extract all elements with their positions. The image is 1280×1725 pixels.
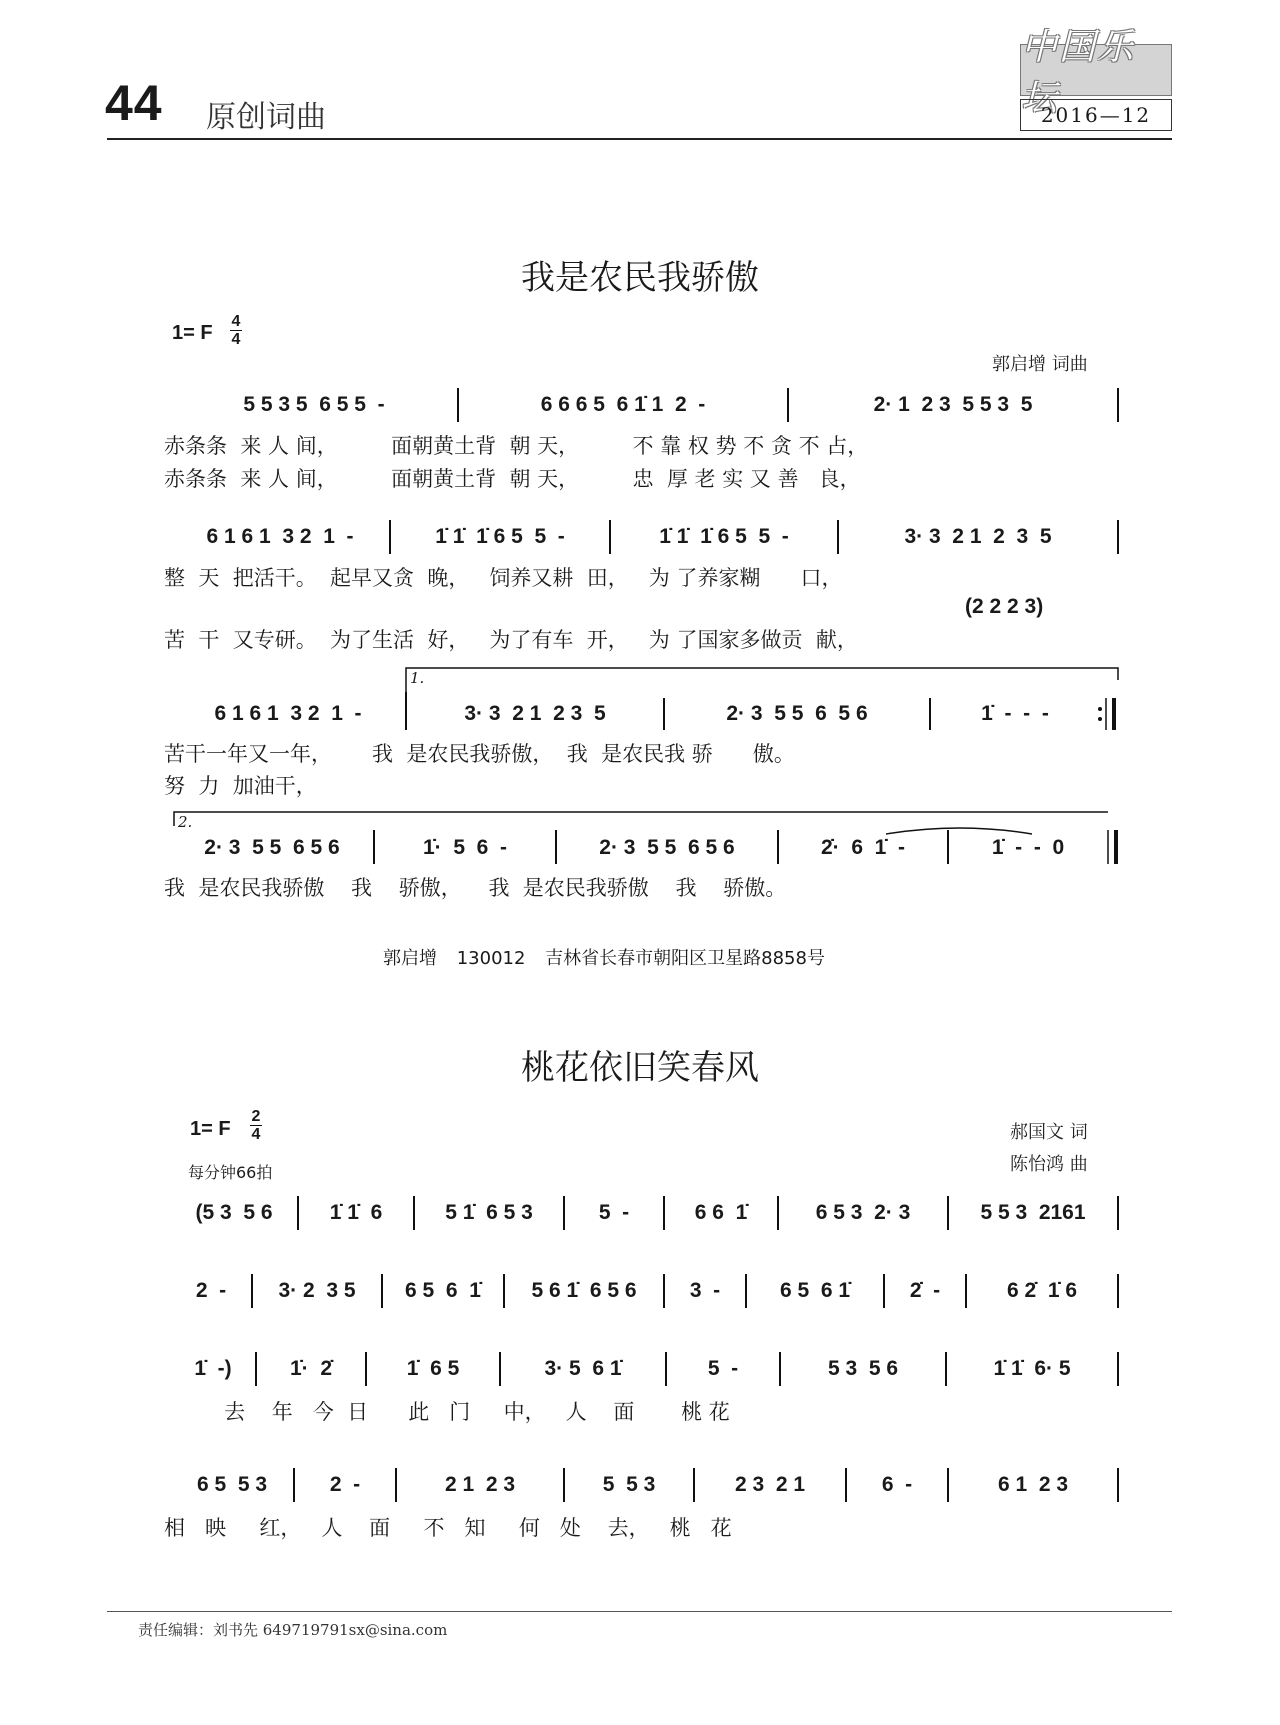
song1-s2-bar-1: 6 1 6 1 3 2 1 -	[206, 525, 354, 548]
song2-system-4	[164, 1468, 1120, 1558]
song2-meter-bottom: 4	[251, 1126, 261, 1143]
song2-s2-bar-8: 6 2̇ 1̇ 6	[1006, 1279, 1078, 1302]
song2-key: 1= F	[190, 1118, 231, 1140]
header-divider	[107, 138, 1172, 140]
song1-s3-lyric-2: 努 力 加油干，	[164, 774, 317, 798]
song2-s4-bar-3: 2 1 2 3	[444, 1473, 516, 1496]
song2-system-3-notes	[170, 1357, 1120, 1381]
song1-author-address: 郭启增 130012 吉林省长春市朝阳区卫星路8858号	[383, 948, 825, 969]
song2-s4-bar-6: 6 -	[881, 1473, 913, 1496]
song2-s4-bar-2: 2 -	[329, 1473, 361, 1496]
song2-title: 桃花依旧笑春风	[521, 1048, 759, 1088]
song1-s4-bar-3: 2· 3 5 5 6 5 6	[599, 836, 735, 859]
song2-s2-bar-6: 6 5 6 1̇	[779, 1279, 851, 1302]
song1-s3-lyric-1: 苦干一年又一年， 我 是农民我骄傲， 我 是农民我 骄 傲。	[164, 742, 795, 766]
song2-system-3	[164, 1352, 1120, 1442]
footer-divider	[107, 1611, 1172, 1612]
song1-title: 我是农民我骄傲	[521, 258, 759, 298]
song1-s4-lyric-1: 我 是农民我骄傲 我 骄傲， 我 是农民我骄傲 我 骄傲。	[164, 876, 787, 900]
song1-s1-lyric-2: 赤条条 来 人 间， 面朝黄土背 朝 天， 忠 厚 老 实 又 善 良，	[164, 467, 861, 491]
song2-s1-bar-1: (5 3 5 6	[195, 1201, 273, 1224]
song2-meter	[250, 1108, 262, 1143]
song2-system-1-notes	[170, 1201, 1120, 1225]
song1-s3-bar-3: 2· 3 5 5 6 5 6	[726, 702, 868, 725]
song1-meter-top: 4	[231, 313, 241, 330]
song2-s3-bar-6: 5 3 5 6	[827, 1357, 899, 1380]
song2-s3-bar-3: 1̇ 6 5	[406, 1357, 460, 1380]
song1-s3-bar-1: 6 1 6 1 3 2 1 -	[214, 702, 362, 725]
song1-s2-bar-4: 3· 3 2 1 2 3 5	[904, 525, 1052, 548]
song2-s2-bar-5: 3 -	[689, 1279, 721, 1302]
song2-s2-bar-7: 2̇ -	[909, 1279, 941, 1302]
section-title: 原创词曲	[206, 100, 326, 135]
song2-s1-bar-2: 1̇ 1̇ 6	[329, 1201, 383, 1224]
song2-composer: 陈怡鸿 曲	[1010, 1154, 1088, 1175]
song1-s1-bar-3: 2· 1 2 3 5 5 3 5	[873, 393, 1033, 416]
song1-system-4-notes	[170, 836, 1120, 860]
song1-meter-bottom: 4	[231, 331, 241, 348]
magazine-logo-text: 中国乐坛	[1021, 27, 1136, 119]
song1-system-3	[164, 668, 1120, 803]
song1-s4-bar-5: 1̇ - - 0	[991, 836, 1065, 859]
song2-system-4-notes	[170, 1473, 1120, 1497]
song2-s3-bar-5: 5 -	[707, 1357, 739, 1380]
song2-meter-top: 2	[251, 1108, 261, 1125]
song2-s3-bar-2: 1̇· 2̇	[289, 1357, 333, 1380]
song2-system-1	[170, 1196, 1120, 1246]
song2-s2-bar-1: 2 -	[195, 1279, 227, 1302]
song1-s1-bar-2: 6 6 6 5 6 1̇ 1 2 -	[540, 393, 706, 416]
song2-s3-lyric-1: 去 年 今 日 此 门 中， 人 面 桃 花	[164, 1400, 730, 1424]
song1-s2-lyric-1: 整 天 把活干。 起早又贪 晚， 饲养又耕 田， 为 了养家糊 口，	[164, 566, 843, 590]
song2-s3-bar-7: 1̇ 1̇ 6· 5	[993, 1357, 1071, 1380]
song1-meter	[230, 313, 242, 348]
song2-s1-bar-7: 5 5 3 2161	[980, 1201, 1086, 1224]
song1-system-1	[164, 388, 1120, 498]
song1-s3-bar-2: 3· 3 2 1 2 3 5	[464, 702, 606, 725]
song2-s2-bar-2: 3· 2 3 5	[278, 1279, 356, 1302]
song2-s1-bar-4: 5 -	[598, 1201, 630, 1224]
song2-tempo: 每分钟66拍	[188, 1163, 273, 1182]
song1-volta-1: 1.	[410, 669, 425, 687]
song2-s1-bar-6: 6 5 3 2· 3	[815, 1201, 911, 1224]
song1-system-2-notes	[170, 525, 1120, 549]
song1-s2-bar-2: 1̇ 1̇ 1̇ 6 5 5 -	[435, 525, 565, 548]
song1-s2-alt-notes: (2 2 2 3)	[965, 595, 1044, 618]
song1-key: 1= F	[172, 322, 213, 344]
song2-s4-bar-1: 6 5 5 3	[196, 1473, 268, 1496]
editor-credit: 责任编辑：刘书先 649719791sx@sina.com	[138, 1621, 448, 1639]
song2-s4-bar-7: 6 1 2 3	[997, 1473, 1069, 1496]
song1-s4-bar-1: 2· 3 5 5 6 5 6	[204, 836, 340, 859]
song2-s3-bar-4: 3· 5 6 1̇	[544, 1357, 622, 1380]
song2-s4-bar-4: 5 5 3	[602, 1473, 656, 1496]
song2-s2-bar-3: 6 5 6 1̇	[405, 1279, 481, 1302]
song1-s2-bar-3: 1̇ 1̇ 1̇ 6 5 5 -	[659, 525, 789, 548]
song1-s2-lyric-2: 苦 干 又专研。 为了生活 好， 为了有车 开， 为 了国家多做贡 献，	[164, 628, 858, 652]
song2-system-2	[170, 1274, 1120, 1324]
song2-s2-bar-4: 5 6 1̇ 6 5 6	[531, 1279, 637, 1302]
song1-system-4	[164, 812, 1120, 902]
song1-s1-bar-1: 5 5 3 5 6 5 5 -	[243, 393, 385, 416]
song1-s4-bar-2: 1̇· 5 6 -	[422, 836, 508, 859]
song2-s4-bar-5: 2 3 2 1	[734, 1473, 806, 1496]
song1-system-1-notes	[170, 393, 1120, 417]
song2-s1-bar-3: 5 1̇ 6 5 3	[445, 1201, 533, 1224]
song1-s3-bar-4: 1̇ - - -	[981, 702, 1049, 725]
issue-number: 2016—12	[1020, 99, 1172, 131]
song1-volta-2: 2.	[178, 813, 193, 831]
song1-system-3-notes	[170, 702, 1120, 726]
song2-s1-bar-5: 6 6 1̇	[694, 1201, 748, 1224]
page-number: 44	[105, 75, 163, 131]
song2-s4-lyric-1: 相 映 红， 人 面 不 知 何 处 去， 桃 花	[164, 1516, 732, 1540]
song1-system-2	[164, 520, 1120, 652]
song1-s1-lyric-1: 赤条条 来 人 间， 面朝黄土背 朝 天， 不 靠 权 势 不 贪 不 占，	[164, 434, 869, 458]
song2-system-2-notes	[170, 1279, 1120, 1303]
song2-lyricist: 郝国文 词	[1010, 1122, 1088, 1143]
song2-s3-bar-1: 1̇ -)	[194, 1357, 232, 1380]
song1-credit: 郭启增 词曲	[992, 354, 1088, 375]
song1-s4-bar-4: 2̇· 6 1̇ -	[820, 836, 906, 859]
